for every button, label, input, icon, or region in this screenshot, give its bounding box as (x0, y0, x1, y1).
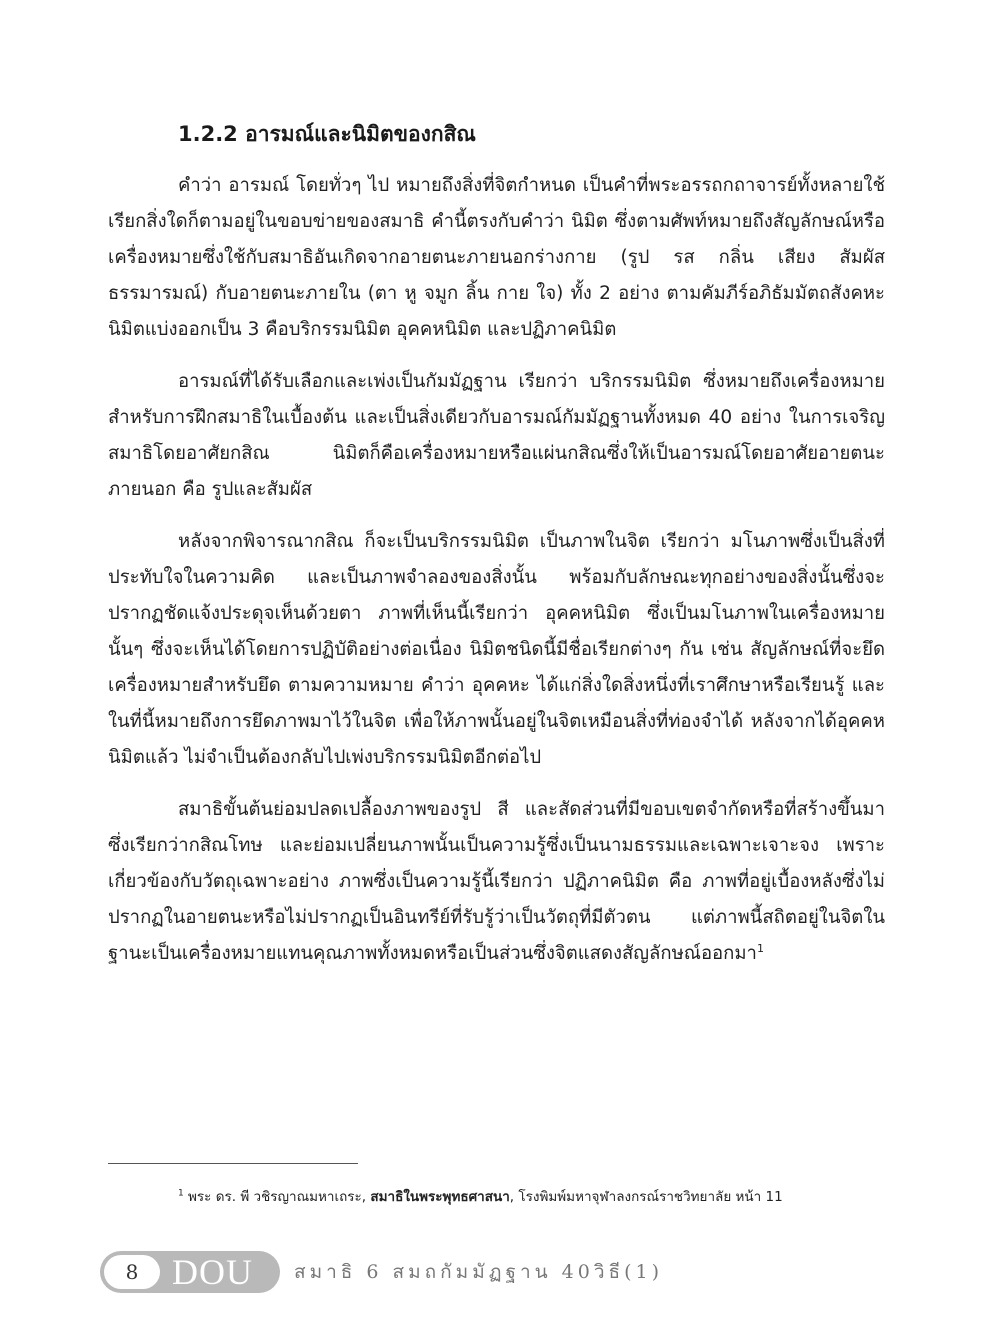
page-footer (100, 1250, 663, 1294)
footnote-divider (108, 1163, 358, 1164)
brand-logo: DOU (172, 1252, 253, 1292)
footnote-number: 1 (178, 1188, 184, 1199)
paragraph-4-text: สมาธิขั้นต้นย่อมปลดเปลื้องภาพของรูป สี และสัดส่วนที่มีขอบเขตจำกัดหรือที่สร้างขึ้นมา ซึ่งเรียกว่ากสิณโทษ และย่อมเปลี่ยนภาพนั้นเป็นความรู้ซึ่งเป็นนามธรรมและเฉพาะเจาะจง เพราะเกี่ยวข้องกับวัตถุเฉพาะอย่าง ภาพซึ่งเป็นความรู้นี้เรียกว่า ปฏิภาคนิมิต คือ ภาพที่อยู่เบื้องหลังซึ่งไม่ปรากฏในอายตนะหรือไม่ปรากฏเป็นอินทรีย์ที่รับรู้ว่าเป็นวัตถุที่มีตัวตน แต่ภาพนี้สถิตอยู่ในจิตในฐานะเป็นเครื่องหมายแทนคุณภาพทั้งหมดหรือเป็นส่วนซึ่งจิตแสดงสัญลักษณ์ออกมา (108, 799, 885, 964)
paragraph-3: หลังจากพิจารณากสิณ ก็จะเป็นบริกรรมนิมิต เป็นภาพในจิต เรียกว่า มโนภาพซึ่งเป็นสิ่งที่ประทับใจในความคิด และเป็นภาพจำลองของสิ่งนั้น พร้อมกับลักษณะทุกอย่างของสิ่งนั้นซึ่งจะปรากฏชัดแจ้งประดุจเห็นด้วยตา ภาพที่เห็นนี้เรียกว่า อุคคหนิมิต ซึ่งเป็นมโนภาพในเครื่องหมายนั้นๆ ซึ่งจะเห็นได้โดยการปฏิบัติอย่างต่อเนื่อง นิมิตชนิดนี้มีชื่อเรียกต่างๆ กัน เช่น สัญลักษณ์ที่จะยึด เครื่องหมายสำหรับยึด ตามความหมาย คำว่า อุคคหะ ได้แก่สิ่งใดสิ่งหนึ่งที่เราศึกษาหรือเรียนรู้ และในที่นี้หมายถึงการยึดภาพมาไว้ในจิต เพื่อให้ภาพนั้นอยู่ในจิตเหมือนสิ่งที่ท่องจำได้ หลังจากได้อุคคหนิมิตแล้ว ไม่จำเป็นต้องกลับไปเพ่งบริกรรมนิมิตอีกต่อไป (108, 531, 885, 768)
series-title: สมาธิ 6 สมถกัมมัฏฐาน 40วิธี(1) (294, 1261, 664, 1283)
footnote (178, 1186, 898, 1208)
footnote-book-title: สมาธิในพระพุทธศาสนา (370, 1189, 510, 1205)
footnote-author: พระ ดร. พี วชิรญาณมหาเถระ, (188, 1189, 371, 1205)
paragraph-4 (108, 792, 885, 972)
footer-badge (100, 1251, 280, 1293)
paragraph-2: อารมณ์ที่ได้รับเลือกและเพ่งเป็นกัมมัฏฐาน เรียกว่า บริกรรมนิมิต ซึ่งหมายถึงเครื่องหมายสำหรับการฝึกสมาธิในเบื้องต้น และเป็นสิ่งเดียวกับอารมณ์กัมมัฏฐานทั้งหมด 40 อย่าง ในการเจริญสมาธิโดยอาศัยกสิณ นิมิตก็คือเครื่องหมายหรือแผ่นกสิณซึ่งให้เป็นอารมณ์โดยอาศัยอายตนะภายนอก คือ รูปและสัมผัส (108, 371, 885, 500)
body-text (108, 168, 885, 988)
section-heading: 1.2.2 อารมณ์และนิมิตของกสิณ (178, 122, 476, 146)
paragraph-1: คำว่า อารมณ์ โดยทั่วๆ ไป หมายถึงสิ่งที่จิตกำหนด เป็นคำที่พระอรรถกถาจารย์ทั้งหลายใช้เรียกสิ่งใดก็ตามอยู่ในขอบข่ายของสมาธิ คำนี้ตรงกับคำว่า นิมิต ซึ่งตามศัพท์หมายถึงสัญลักษณ์หรือเครื่องหมายซึ่งใช้กับสมาธิอันเกิดจากอายตนะภายนอกร่างกาย (รูป รส กลิ่น เสียง สัมผัส ธรรมารมณ์) กับอายตนะภายใน (ตา หู จมูก ลิ้น กาย ใจ) ทั้ง 2 อย่าง ตามคัมภีร์อภิธัมมัตถสังคหะ นิมิตแบ่งออกเป็น 3 คือบริกรรมนิมิต อุคคหนิมิต และปฏิภาคนิมิต (108, 175, 885, 340)
footnote-reference[interactable]: 1 (756, 941, 764, 955)
footnote-publisher: , โรงพิมพ์มหาจุฬาลงกรณ์ราชวิทยาลัย หน้า 11 (509, 1189, 783, 1205)
page-number: 8 (104, 1255, 160, 1289)
